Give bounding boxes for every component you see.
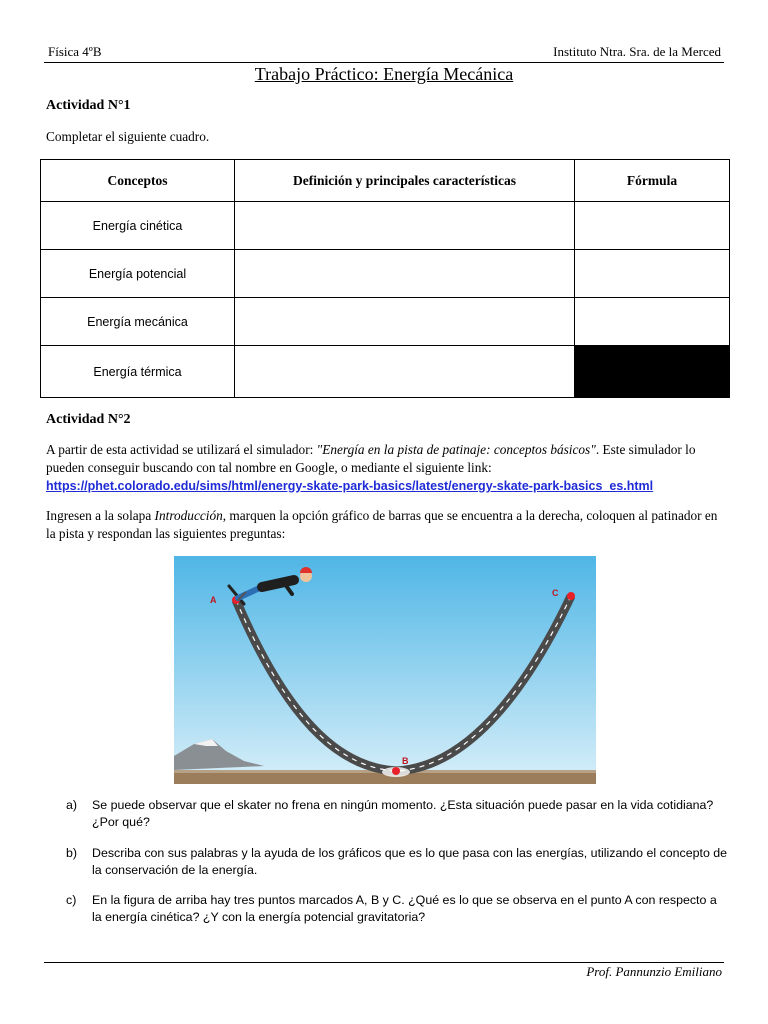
question-a-label: a) — [66, 798, 78, 812]
activity-1-instruction: Completar el siguiente cuadro. — [46, 129, 210, 144]
activity-2-paragraph-1 — [46, 441, 726, 495]
point-b-label: B — [402, 756, 409, 766]
point-b-marker — [392, 767, 400, 775]
definition-cell[interactable] — [235, 346, 575, 398]
footer-author: Prof. Pannunzio Emiliano — [586, 964, 722, 979]
row-concept-mecanica: Energía mecánica — [41, 298, 235, 346]
concepts-table — [40, 159, 730, 398]
activity-2-heading: Actividad N°2 — [46, 412, 131, 427]
question-c-text: En la figura de arriba hay tres puntos marcados A, B y C. ¿Qué es lo que se observa en el punto A con respecto a la energía cinética? ¿Y con la energía potencial gravitatoria? — [92, 893, 717, 924]
activity-2-paragraph-2 — [46, 507, 726, 543]
definition-cell[interactable] — [235, 250, 575, 298]
formula-cell[interactable] — [575, 202, 730, 250]
header-formula: Fórmula — [575, 160, 730, 202]
p1-text-a: A partir de esta actividad se utilizará el simulador: — [46, 442, 317, 457]
definition-cell[interactable] — [235, 202, 575, 250]
formula-cell[interactable] — [575, 250, 730, 298]
p1-text-b: . Este simulador lo pueden conseguir buscando con tal nombre en Google, o mediante el siguiente link: — [46, 442, 696, 475]
point-a-label: A — [210, 595, 217, 605]
header-rule — [44, 62, 724, 63]
question-b-text: Describa con sus palabras y la ayuda de los gráficos que es lo que pasa con las energías, utilizando el concepto de la conservación de la energía. — [92, 846, 728, 877]
p2-text-a: Ingresen a la solapa — [46, 508, 155, 523]
header-school: Instituto Ntra. Sra. de la Merced — [553, 44, 721, 59]
simulator-link[interactable]: https://phet.colorado.edu/sims/html/energy-skate-park-basics/latest/energy-skate-park-basics_es.html — [46, 479, 654, 493]
footer-rule — [44, 962, 724, 963]
formula-cell[interactable] — [575, 298, 730, 346]
page-title: Trabajo Práctico: Energía Mecánica — [254, 64, 514, 84]
tab-name: Introducción — [154, 508, 223, 523]
header-conceptos: Conceptos — [41, 160, 235, 202]
row-concept-cinetica: Energía cinética — [41, 202, 235, 250]
skate-park-figure — [174, 556, 596, 784]
formula-cell-blocked — [575, 346, 730, 398]
header-definicion: Definición y principales características — [235, 160, 575, 202]
header-subject: Física 4ºB — [48, 44, 102, 59]
activity-1-heading: Actividad N°1 — [46, 98, 131, 113]
question-b-label: b) — [66, 846, 78, 860]
simulator-name: "Energía en la pista de patinaje: conceptos básicos" — [316, 442, 596, 457]
row-concept-termica: Energía térmica — [41, 346, 235, 398]
p2-text-b: , marquen la opción gráfico de barras que se encuentra a la derecha, coloquen al patinador en la pista y respondan las siguientes preguntas: — [46, 508, 718, 541]
definition-cell[interactable] — [235, 298, 575, 346]
question-a-text: Se puede observar que el skater no frena en ningún momento. ¿Esta situación puede pasar en la vida cotidiana? ¿Por qué? — [92, 798, 714, 829]
question-c-label: c) — [66, 893, 77, 907]
point-c-marker — [567, 592, 575, 600]
point-c-label: C — [552, 588, 559, 598]
row-concept-potencial: Energía potencial — [41, 250, 235, 298]
